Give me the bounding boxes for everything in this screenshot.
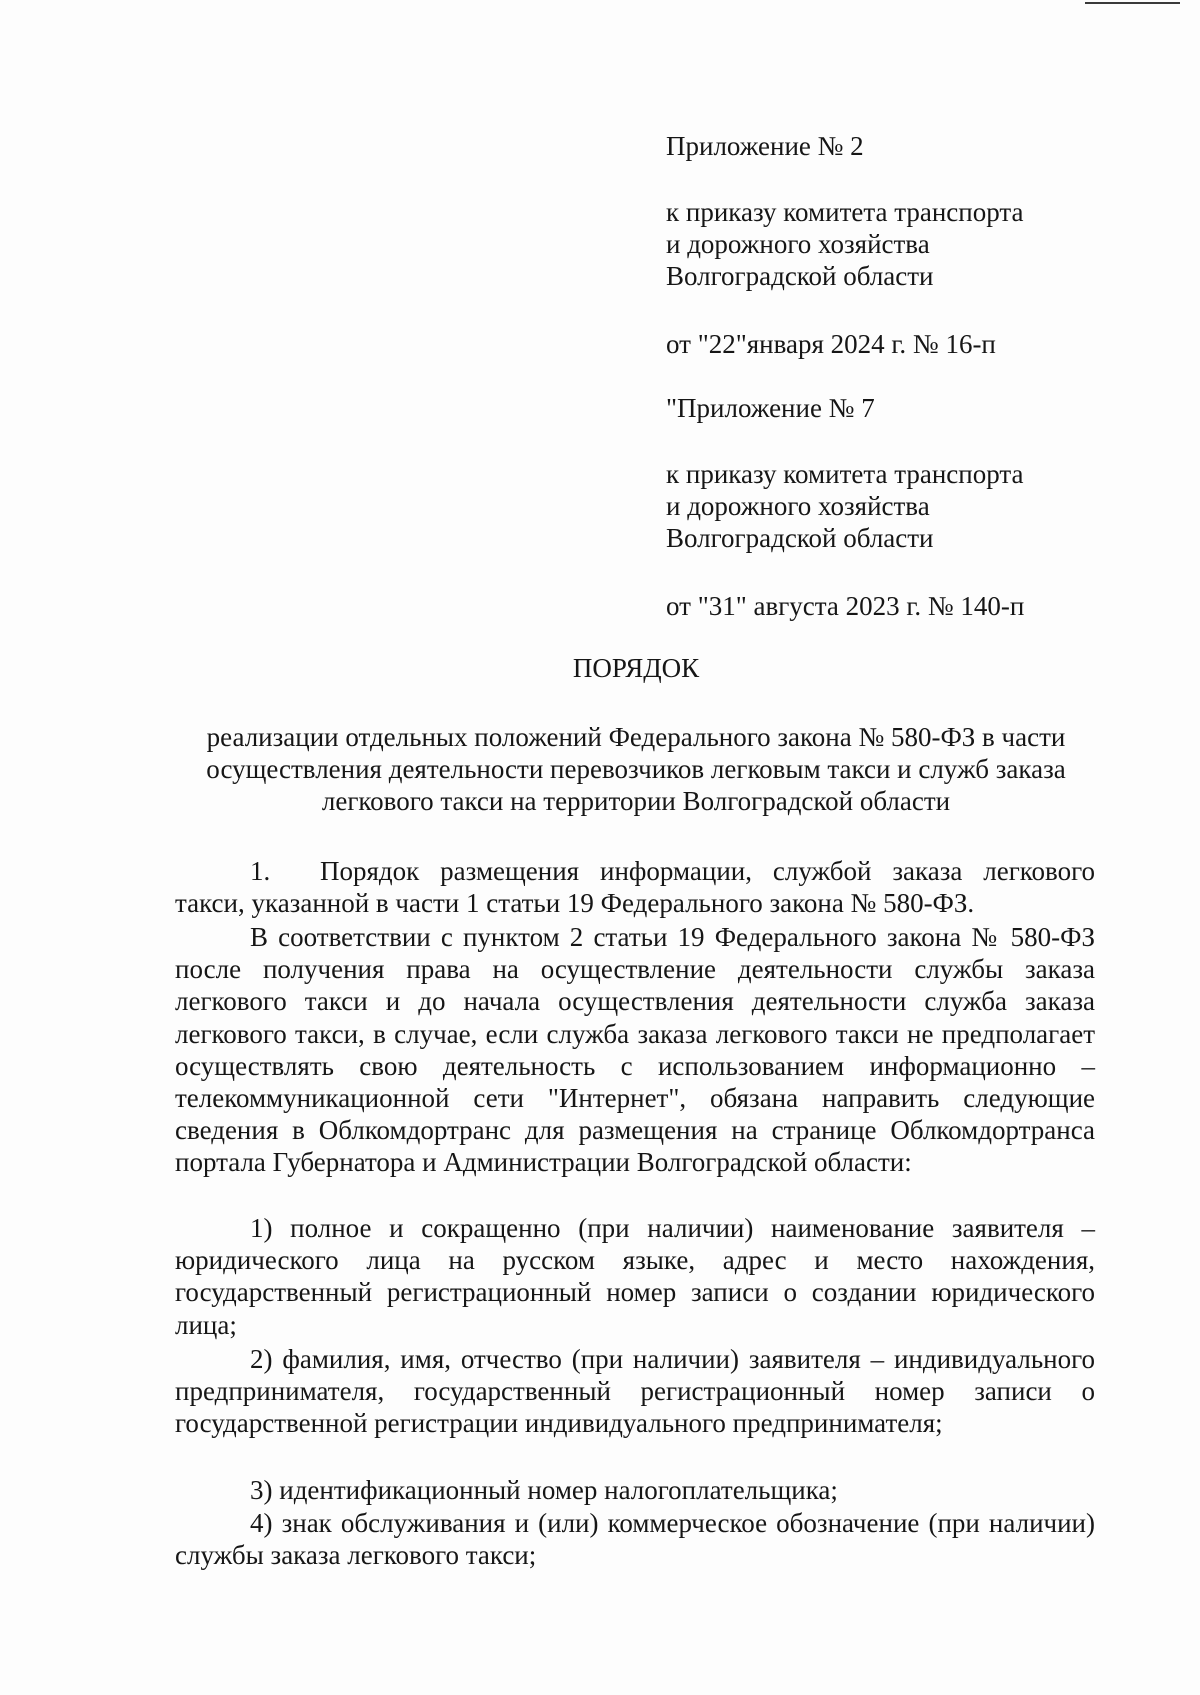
subtitle-line-1: реализации отдельных положений Федерального закона № 580-ФЗ в части: [206, 722, 1066, 752]
list-item-2: 2) фамилия, имя, отчество (при наличии) заявителя – индивидуального предпринимателя, государственный регистрационный номер записи о государственной регистрации индивидуального предпринимателя;: [175, 1344, 1095, 1439]
subtitle-line-2: осуществления деятельности перевозчиков легковым такси и служб заказа: [206, 754, 1066, 784]
order-reference-line-1: к приказу комитета транспорта: [666, 197, 1024, 227]
document-title: ПОРЯДОК: [572, 653, 700, 683]
order-date: от "22"января 2024 г. № 16-п: [666, 329, 996, 359]
list-item-3: 3) идентификационный номер налогоплательщика;: [250, 1475, 838, 1505]
list-item-1: 1) полное и сокращенно (при наличии) наименование заявителя – юридического лица на русском языке, адрес и место нахождения, государственный регистрационный номер записи о создании юридического лица;: [175, 1213, 1095, 1340]
order2-reference-line-2: и дорожного хозяйства: [666, 491, 930, 521]
subtitle-line-3: легкового такси на территории Волгоградской области: [321, 786, 951, 816]
order2-reference-line-1: к приказу комитета транспорта: [666, 459, 1024, 489]
section-1: [175, 855, 1095, 919]
paragraph-1: В соответствии с пунктом 2 статьи 19 Федерального закона № 580-ФЗ после получения права на осуществление деятельности службы заказа легкового такси и до начала осуществления деятельности служба заказа легкового такси, в случае, если служба заказа легкового такси не предполагает осуществлять свою деятельность с использованием информационно – телекоммуникационной сети "Интернет", обязана направить следующие сведения в Облкомдортранс для размещения на странице Облкомдортранса портала Губернатора и Администрации Волгоградской области:: [175, 922, 1095, 1178]
appendix-number: Приложение № 2: [666, 131, 864, 161]
order2-date: от "31" августа 2023 г. № 140-п: [666, 591, 1025, 621]
section-1-text: Порядок размещения информации, службой заказа легкового такси, указанной в части 1 статьи 19 Федерального закона № 580-ФЗ.: [175, 856, 1095, 919]
order-reference-line-2: и дорожного хозяйства: [666, 229, 930, 259]
order2-reference-line-3: Волгоградской области: [666, 523, 934, 553]
section-1-number: 1.: [250, 856, 271, 886]
order-reference-line-3: Волгоградской области: [666, 261, 934, 291]
scan-artifact-line: [1085, 2, 1180, 4]
list-item-4: 4) знак обслуживания и (или) коммерческое обозначение (при наличии) службы заказа легкового такси;: [175, 1508, 1095, 1571]
appendix-number-2: "Приложение № 7: [666, 393, 875, 423]
